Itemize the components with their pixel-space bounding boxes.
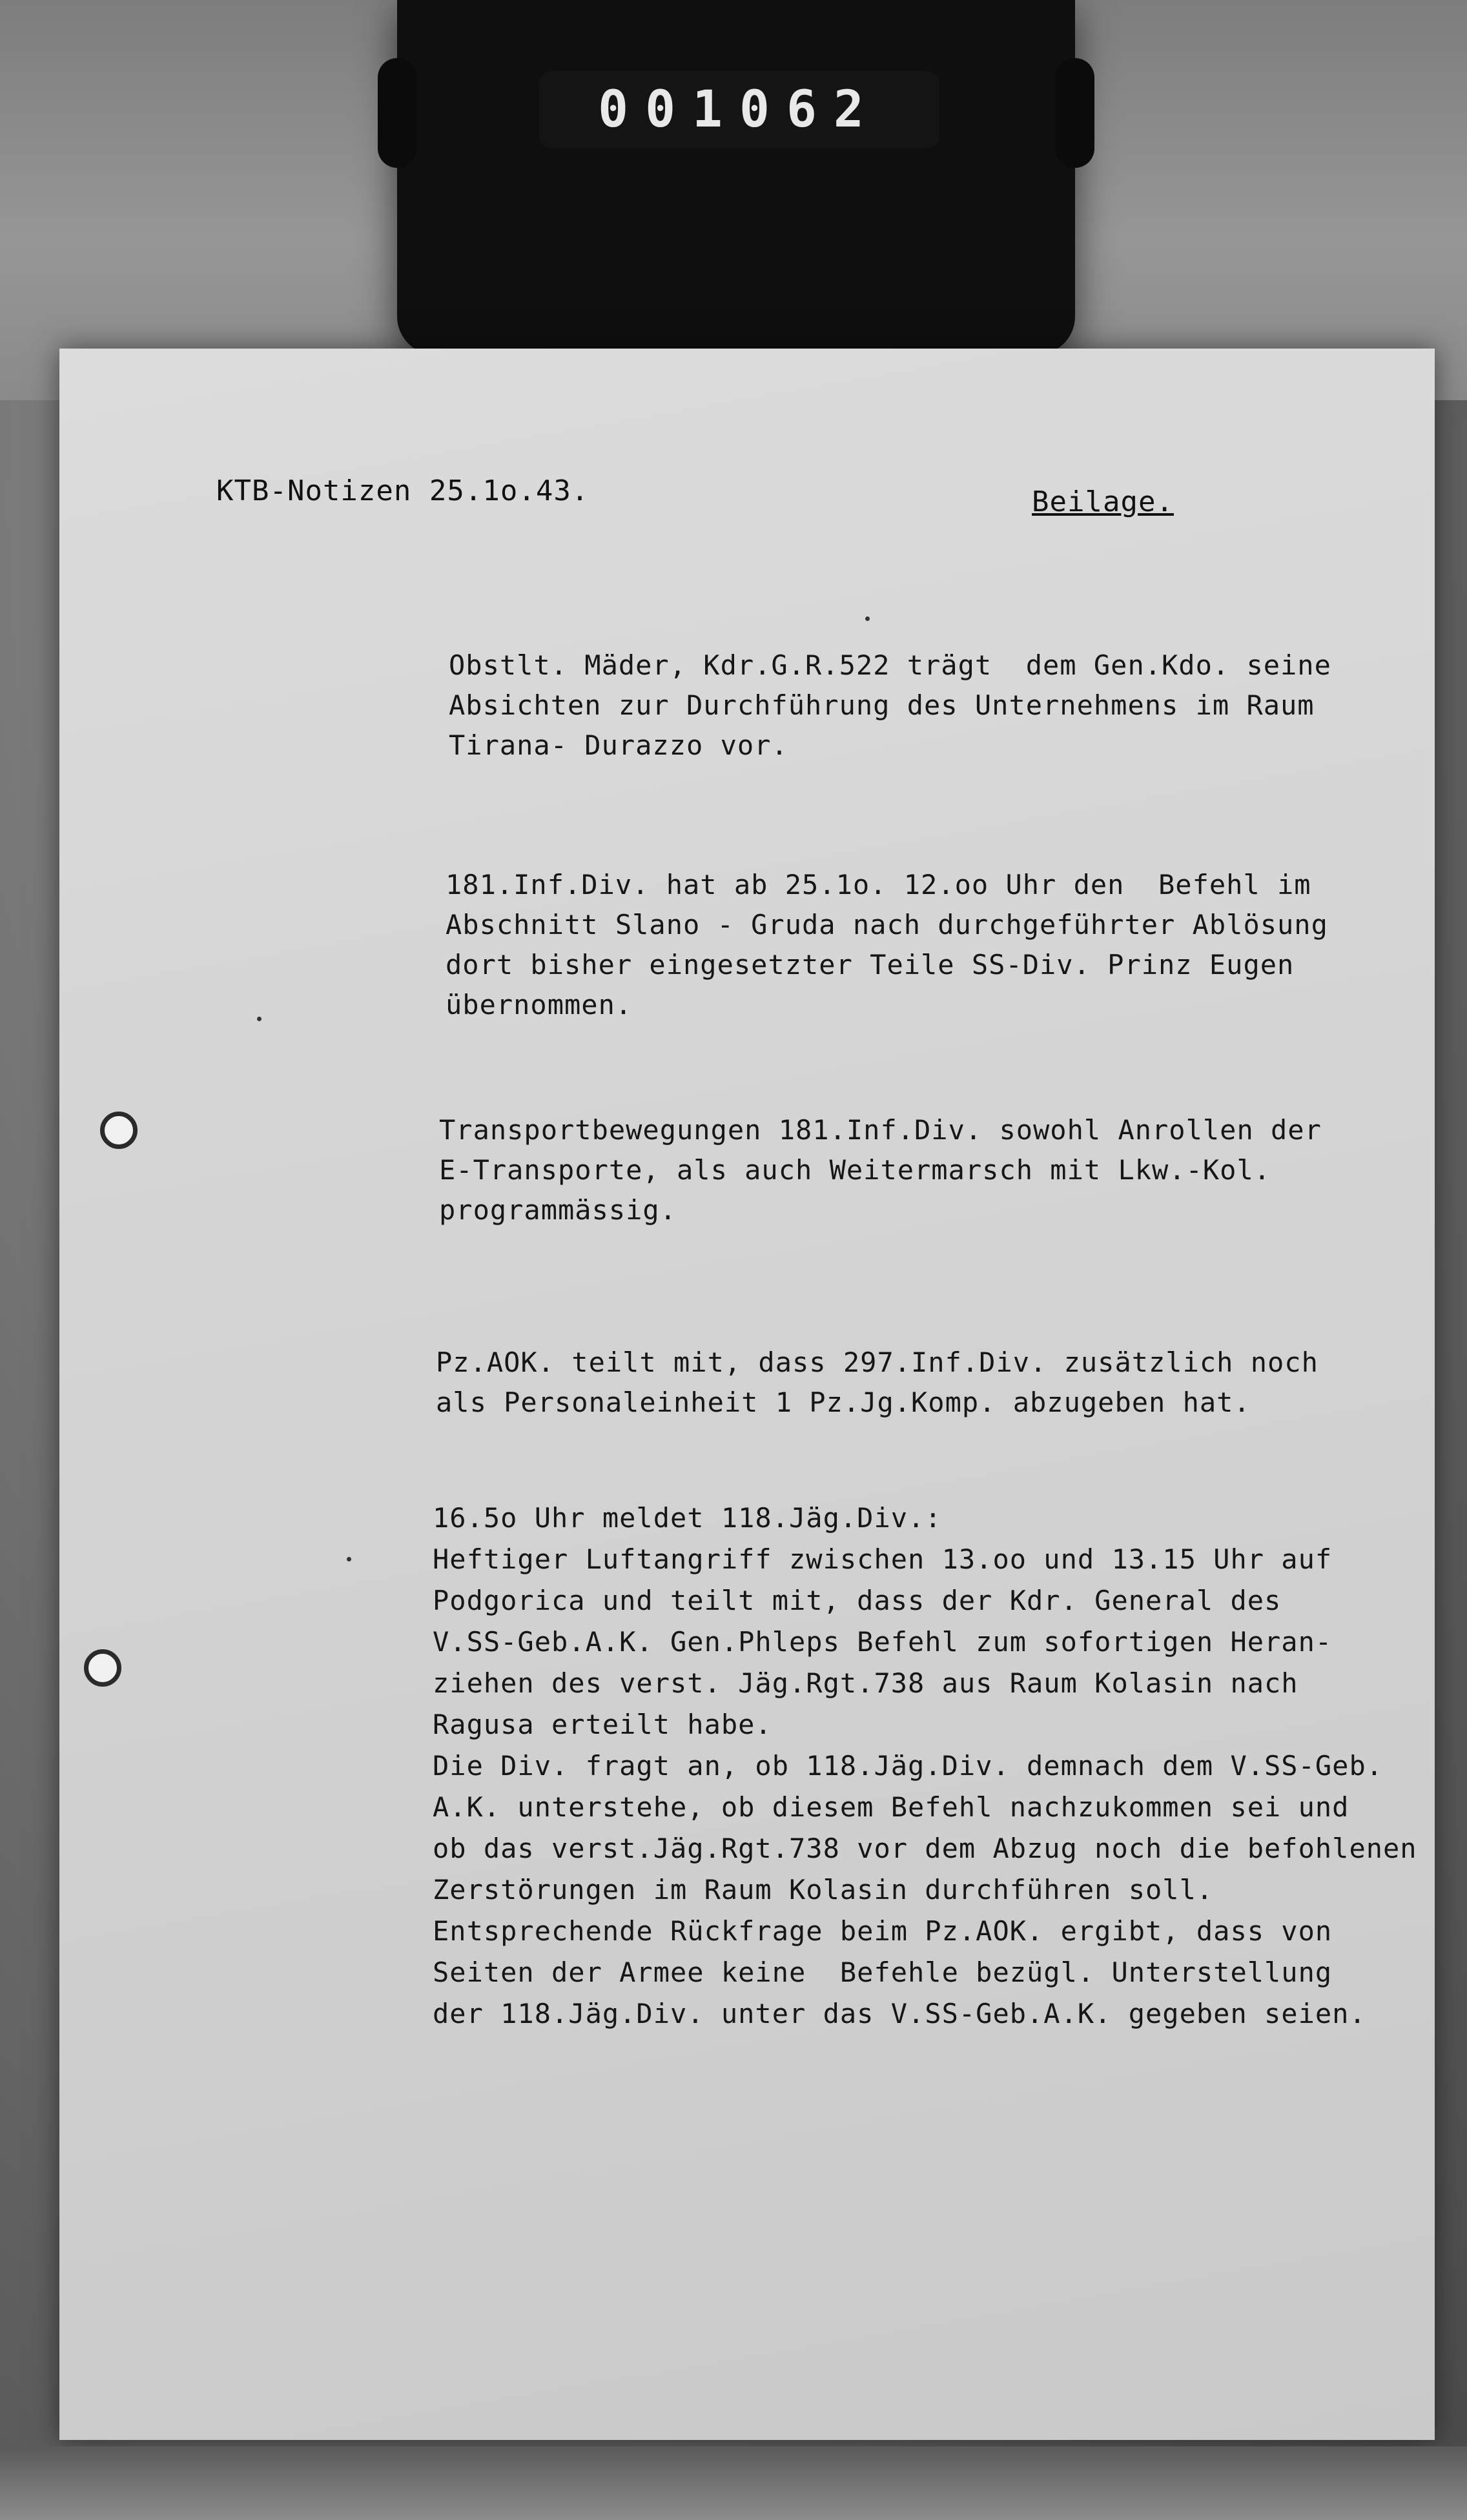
- text-line: dort bisher eingesetzter Teile SS-Div. Prinz Eugen: [446, 949, 1295, 981]
- paragraph-4: [436, 1343, 1318, 1423]
- text-line: Abschnitt Slano - Gruda nach durchgeführter Ablösung: [446, 909, 1328, 940]
- text-line: Zerstörungen im Raum Kolasin durchführen soll.: [433, 1874, 1214, 1905]
- text-line: 181.Inf.Div. hat ab 25.1o. 12.oo Uhr den Befehl im: [446, 869, 1311, 900]
- text-line: Heftiger Luftangriff zwischen 13.oo und 13.15 Uhr auf: [433, 1543, 1333, 1575]
- ink-speck: [865, 616, 870, 621]
- paragraph-3: [439, 1110, 1322, 1230]
- punch-hole: [100, 1112, 138, 1149]
- text-line: Die Div. fragt an, ob 118.Jäg.Div. demnach dem V.SS-Geb.: [433, 1750, 1384, 1782]
- text-line: als Personaleinheit 1 Pz.Jg.Komp. abzugeben hat.: [436, 1387, 1251, 1418]
- text-line: Obstlt. Mäder, Kdr.G.R.522 trägt dem Gen.Kdo. seine: [449, 649, 1331, 681]
- attachment-label: Beilage.: [1032, 485, 1174, 518]
- bottom-strip: [0, 2446, 1467, 2520]
- stamp-ear-right: [1056, 58, 1094, 168]
- text-line: Pz.AOK. teilt mit, dass 297.Inf.Div. zusätzlich noch: [436, 1346, 1318, 1378]
- paragraph-1: [449, 645, 1331, 766]
- text-line: übernommen.: [446, 989, 633, 1021]
- text-line: Podgorica und teilt mit, dass der Kdr. General des: [433, 1585, 1282, 1616]
- text-line: Transportbewegungen 181.Inf.Div. sowohl Anrollen der: [439, 1114, 1322, 1146]
- text-line: programmässig.: [439, 1194, 677, 1226]
- paragraph-2: [446, 865, 1328, 1025]
- stamp-ear-left: [378, 58, 416, 168]
- text-line: E-Transporte, als auch Weitermarsch mit Lkw.-Kol.: [439, 1154, 1271, 1186]
- text-line: 16.5o Uhr meldet 118.Jäg.Div.:: [433, 1502, 942, 1534]
- document-title: KTB-Notizen 25.1o.43.: [216, 474, 590, 507]
- punch-hole: [84, 1649, 121, 1687]
- text-line: Tirana- Durazzo vor.: [449, 729, 788, 761]
- text-line: ziehen des verst. Jäg.Rgt.738 aus Raum Kolasin nach: [433, 1667, 1298, 1699]
- text-line: A.K. unterstehe, ob diesem Befehl nachzukommen sei und: [433, 1791, 1349, 1823]
- text-line: Absichten zur Durchführung des Unternehmens im Raum: [449, 689, 1315, 721]
- text-line: Entsprechende Rückfrage beim Pz.AOK. ergibt, dass von: [433, 1915, 1333, 1947]
- text-line: Seiten der Armee keine Befehle bezügl. Unterstellung: [433, 1956, 1333, 1988]
- text-line: der 118.Jäg.Div. unter das V.SS-Geb.A.K. gegeben seien.: [433, 1998, 1366, 2029]
- text-line: Ragusa erteilt habe.: [433, 1709, 772, 1740]
- numbering-stamp: [397, 0, 1075, 355]
- counter-window: [539, 71, 939, 148]
- ink-speck: [347, 1557, 351, 1561]
- paragraph-5: [433, 1498, 1417, 2035]
- ink-speck: [257, 1017, 262, 1021]
- text-line: ob das verst.Jäg.Rgt.738 vor dem Abzug noch die befohlenen: [433, 1833, 1417, 1864]
- text-line: V.SS-Geb.A.K. Gen.Phleps Befehl zum sofortigen Heran-: [433, 1626, 1333, 1658]
- frame-counter: 001062: [598, 81, 881, 139]
